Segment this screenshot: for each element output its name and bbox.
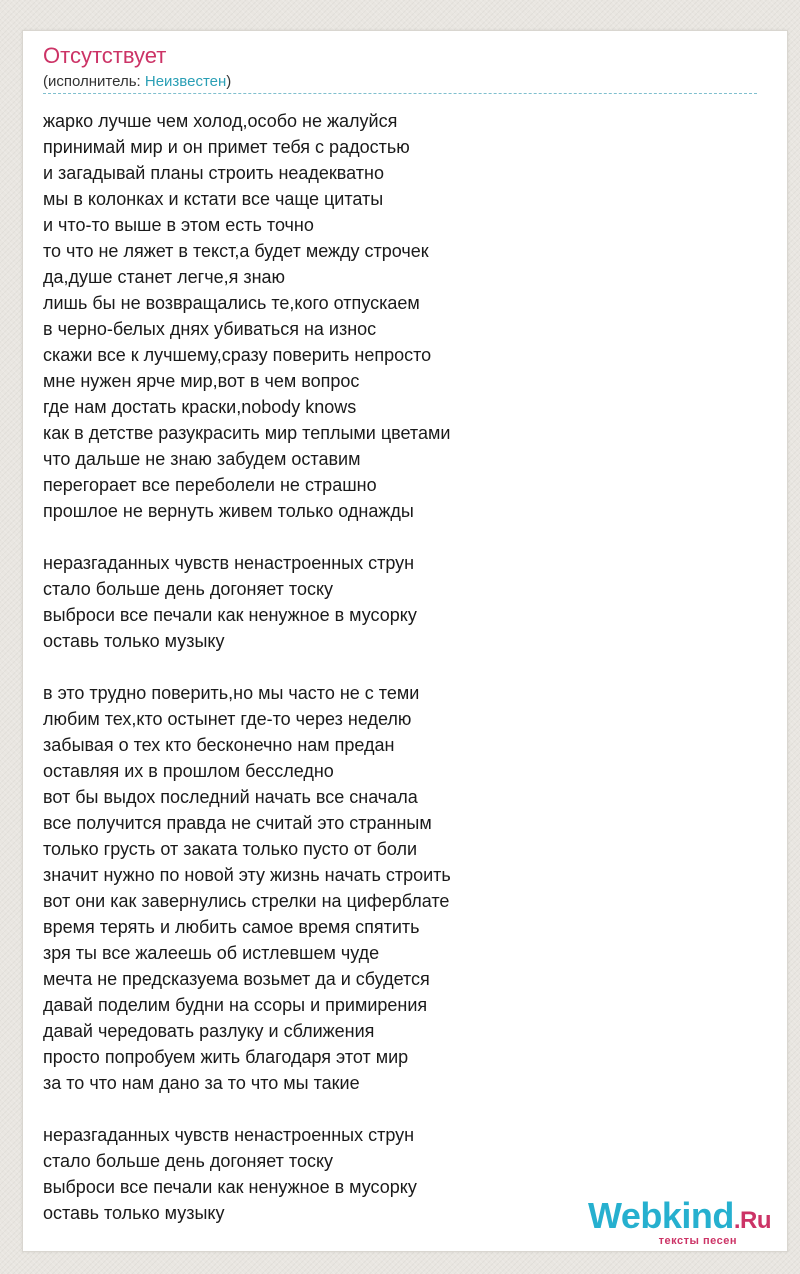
artist-suffix: ) bbox=[226, 73, 232, 90]
lyrics-stanza bbox=[43, 550, 743, 654]
lyrics-line: что дальше не знаю забудем оставим bbox=[43, 449, 361, 469]
lyrics-line: оставь только музыку bbox=[43, 631, 225, 651]
lyrics-line: любим тех,кто остынет где-то через неделю bbox=[43, 709, 412, 729]
lyrics-line: жарко лучше чем холод,особо не жалуйся bbox=[43, 111, 398, 131]
lyrics-line: время терять и любить самое время спятить bbox=[43, 917, 420, 937]
lyrics-card bbox=[22, 30, 788, 1252]
lyrics-line: прошлое не вернуть живем только однажды bbox=[43, 501, 414, 521]
lyrics-line: забывая о тех кто бесконечно нам предан bbox=[43, 735, 395, 755]
lyrics-text bbox=[43, 108, 743, 1252]
lyrics-line: давай поделим будни на ссоры и примирения bbox=[43, 995, 428, 1015]
lyrics-line: да,душе станет легче,я знаю bbox=[43, 267, 286, 287]
lyrics-line: где нам достать краски,nobody knows bbox=[43, 397, 357, 417]
logo-subtitle: тексты песен bbox=[658, 1235, 737, 1247]
lyrics-line: скажи все к лучшему,сразу поверить непросто bbox=[43, 345, 432, 365]
lyrics-line: выброси все печали как ненужное в мусорку bbox=[43, 1177, 417, 1197]
logo-main-text: Webkind bbox=[587, 1195, 734, 1236]
lyrics-line: давай чередовать разлуку и сближения bbox=[43, 1021, 375, 1041]
lyrics-line: мечта не предсказуема возьмет да и сбудется bbox=[43, 969, 430, 989]
artist-line bbox=[43, 73, 231, 91]
lyrics-line: в черно-белых днях убиваться на износ bbox=[43, 319, 377, 339]
lyrics-line: вот бы выдох последний начать все сначала bbox=[43, 787, 418, 807]
lyrics-line: и загадывай планы строить неадекватно bbox=[43, 163, 384, 183]
logo-wordmark bbox=[587, 1195, 771, 1239]
lyrics-stanza bbox=[43, 108, 743, 524]
site-logo[interactable] bbox=[587, 1195, 771, 1247]
lyrics-line: и что-то выше в этом есть точно bbox=[43, 215, 314, 235]
lyrics-line: неразгаданных чувств ненастроенных струн bbox=[43, 1125, 415, 1145]
lyrics-line: в это трудно поверить,но мы часто не с теми bbox=[43, 683, 420, 703]
lyrics-line: выброси все печали как ненужное в мусорку bbox=[43, 605, 417, 625]
artist-link[interactable]: Неизвестен bbox=[144, 73, 227, 90]
lyrics-line: все получится правда не считай это странным bbox=[43, 813, 432, 833]
logo-tld-text: .Ru bbox=[733, 1207, 771, 1234]
lyrics-line: неразгаданных чувств ненастроенных струн bbox=[43, 553, 415, 573]
lyrics-line: принимай мир и он примет тебя с радостью bbox=[43, 137, 410, 157]
lyrics-line: значит нужно по новой эту жизнь начать строить bbox=[43, 865, 451, 885]
artist-prefix: (исполнитель: bbox=[43, 73, 145, 90]
lyrics-line: перегорает все переболели не страшно bbox=[43, 475, 377, 495]
lyrics-line: оставляя их в прошлом бесследно bbox=[43, 761, 334, 781]
lyrics-line: оставь только музыку bbox=[43, 1203, 225, 1223]
lyrics-line: как в детстве разукрасить мир теплыми цветами bbox=[43, 423, 451, 443]
lyrics-line: стало больше день догоняет тоску bbox=[43, 1151, 334, 1171]
title-divider bbox=[43, 93, 757, 94]
lyrics-stanza bbox=[43, 680, 743, 1096]
lyrics-line: лишь бы не возвращались те,кого отпускаем bbox=[43, 293, 420, 313]
lyrics-line: стало больше день догоняет тоску bbox=[43, 579, 334, 599]
lyrics-line: мне нужен ярче мир,вот в чем вопрос bbox=[43, 371, 360, 391]
song-title: Отсутствует bbox=[43, 43, 167, 68]
lyrics-line: то что не ляжет в текст,а будет между строчек bbox=[43, 241, 429, 261]
lyrics-line: просто попробуем жить благодаря этот мир bbox=[43, 1047, 409, 1067]
lyrics-line: только грусть от заката только пусто от боли bbox=[43, 839, 418, 859]
lyrics-line: мы в колонках и кстати все чаще цитаты bbox=[43, 189, 384, 209]
lyrics-line: за то что нам дано за то что мы такие bbox=[43, 1073, 360, 1093]
lyrics-line: вот они как завернулись стрелки на циферблате bbox=[43, 891, 450, 911]
lyrics-line: зря ты все жалеешь об истлевшем чуде bbox=[43, 943, 380, 963]
